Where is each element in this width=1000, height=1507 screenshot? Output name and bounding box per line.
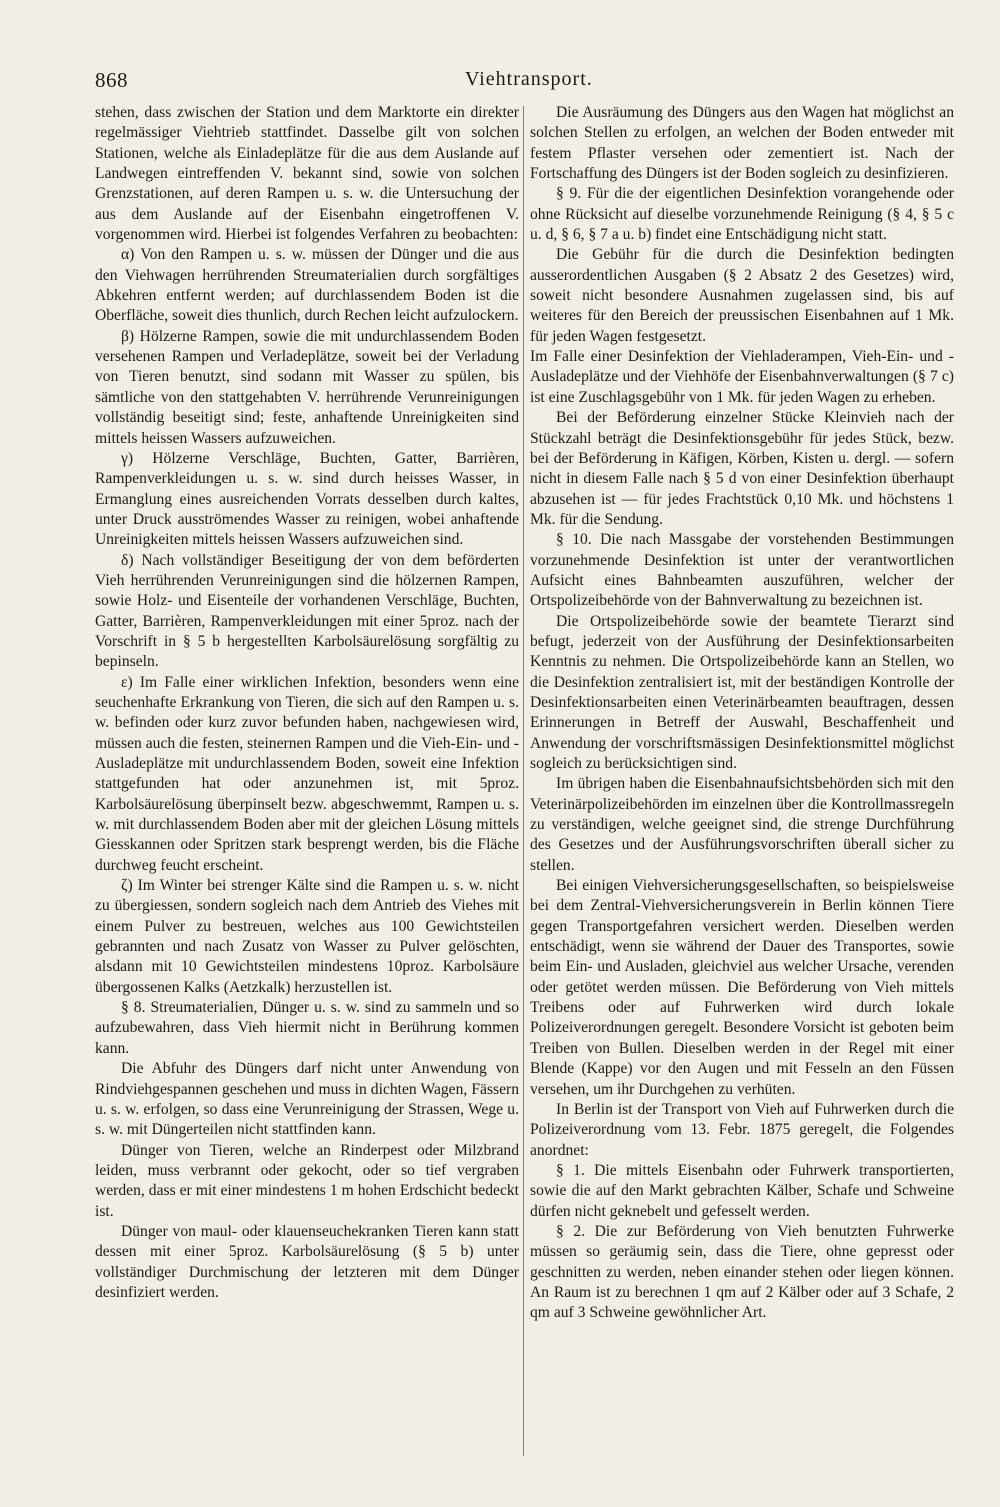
paragraph: Die Abfuhr des Düngers darf nicht unter Anwendung von Rindviehgespannen geschehen und muss in dichten Wagen, Fässern u. s. w. erfolgen, so dass eine Verunreinigung der Strassen, Wege u. s. w. mit Düngerteilen nicht stattfinden kann. [95,1060,519,1139]
paragraph: Dünger von Tieren, welche an Rinderpest oder Milzbrand leiden, muss verbrannt oder gekocht, oder so tief vergraben werden, dass er mit einer mindestens 1 m hohen Erdschicht bedeckt ist. [95,1141,519,1220]
paragraph: § 8. Streumaterialien, Dünger u. s. w. sind zu sammeln und so aufzubewahren, dass Vieh hiermit nicht in Berührung kommen kann. [95,999,519,1057]
paragraph: § 1. Die mittels Eisenbahn oder Fuhrwerk transportierten, sowie die auf den Markt gebrachten Kälber, Schafe und Schweine dürfen nicht geknebelt und gefesselt werden. [530,1161,954,1220]
column-divider [523,106,524,1456]
paragraph: Im Falle einer Desinfektion der Viehladerampen, Vieh-Ein- und -Ausladeplätze und der Viehhöfe der Eisenbahnverwaltungen (§ 7 c) ist eine Zuschlagsgebühr von 1 Mk. für jeden Wagen zu erheben. [530,348,954,406]
paragraph: § 9. Für die der eigentlichen Desinfektion vorangehende oder ohne Rücksicht auf dieselbe vorzunehmende Reinigung (§ 4, § 5 c u. d, § 6, § 7 a u. b) findet eine Entschädigung nicht statt. [530,185,954,244]
paragraph: § 10. Die nach Massgabe der vorstehenden Bestimmungen vorzunehmende Desinfektion ist unter der verantwortlichen Aufsicht eines Bahnbeamten auszuführen, welcher der Ortspolizeibehörde von der Bahnverwaltung zu bezeichnen ist. [530,531,954,610]
paragraph: α) Von den Rampen u. s. w. müssen der Dünger und die aus den Viehwagen herrührenden Streumaterialien durch sorgfältiges Abkehren entfernt werden; auf durchlassendem Boden ist die Oberfläche, soweit dies thunlich, durch Rechen leicht aufzulockern. [95,246,519,325]
paragraph: Die Ortspolizeibehörde sowie der beamtete Tierarzt sind befugt, jederzeit von der Ausführung der Desinfektionsarbeiten Kenntnis zu nehmen. Die Ortspolizeibehörde kann an Stellen, wo die Desinfektion zentralisiert ist, mit der beständigen Kontrolle der Desinfektionsarbeiten einen Veterinärbeamten beauftragen, dessen Erinnerungen in Betreff der Auswahl, Beschaffenheit und Anwendung der vorschriftsmässigen Desinfektionsmittel möglichst sogleich zu berücksichtigen sind. [530,612,954,772]
paragraph: Bei der Beförderung einzelner Stücke Kleinvieh nach der Stückzahl beträgt die Desinfektionsgebühr für jedes Stück, bezw. bei der Beförderung in Käfigen, Körben, Kisten u. dergl. — sofern nicht in diesem Falle nach § 5 d von einer Desinfektion überhaupt abzusehen ist — für jedes Frachtstück 0,10 Mk. und höchstens 1 Mk. für die Sendung. [530,409,954,528]
paragraph: stehen, dass zwischen der Station und dem Marktorte ein direkter regelmässiger Viehtrieb stattfindet. Dasselbe gilt von solchen Stationen, welche als Einladeplätze für die aus dem Auslande auf Landwegen eintreffenden V. bekannt sind, sowie von solchen Grenzstationen, auf deren Rampen u. s. w. die Untersuchung der aus dem Auslande auf der Eisenbahn eingetroffenen V. vorgenommen wird. Hierbei ist folgendes Verfahren zu beobachten: [95,104,519,244]
paragraph: ζ) Im Winter bei strenger Kälte sind die Rampen u. s. w. nicht zu übergiessen, sondern sogleich nach dem Antrieb des Viehes mit einem Pulver zu bestreuen, welches aus 100 Gewichtsteilen gebrannten und nach Zusatz von Wasser zu Pulver gelöschten, alsdann mit 10 Gewichtsteilen mindestens 10proz. Karbolsäure übergossenen Kalks (Aetzkalk) herzustellen ist. [95,877,519,996]
paragraph: δ) Nach vollständiger Beseitigung der von dem beförderten Vieh herrührenden Verunreinigungen sind die hölzernen Rampen, sowie Holz- und Eisenteile der vorhandenen Verschläge, Buchten, Gatter, Barrièren, Rampenverkleidungen mit einer 5proz. nach der Vorschrift in § 5 b hergestellten Karbolsäurelösung sorgfältig zu bepinseln. [95,551,519,671]
paragraph: ε) Im Falle einer wirklichen Infektion, besonders wenn eine seuchenhafte Erkrankung von Tieren, die sich auf den Rampen u. s. w. befinden oder kurz zuvor befunden haben, nachgewiesen wird, müssen auch die festen, steinernen Rampen und die Vieh-Ein- und -Ausladeplätze mit undurchlassendem Boden, soweit eine Infektion stattgefunden hat oder anzunehmen ist, mit 5proz. Karbolsäurelösung überpinselt bezw. abgeschwemmt, Rampen u. s. w. mit durchlassendem Boden aber mit der gleichen Lösung mittels Giesskannen oder Spritzen stark besprengt werden, bis die Fläche durchweg feucht erscheint. [95,673,519,874]
paragraph: Bei einigen Viehversicherungsgesellschaften, so beispielsweise bei dem Zentral-Viehversicherungsverein in Berlin können Tiere gegen Transportgefahren versichert werden. Dieselben werden entschädigt, wenn sie während der Dauer des Transportes, sowie beim Ein- und Ausladen, gleichviel aus welcher Ursache, verenden oder getötet werden müssen. Die Beförderung von Vieh mittels Treibens oder auf Fuhrwerken wird durch lokale Polizeiverordnungen geregelt. Besondere Vorsicht ist geboten beim Treiben von Bullen. Dieselben werden in der Regel mit einer Blende (Kappe) vor den Augen und mit Fesseln an den Füssen versehen, um ihr Durchgehen zu verhüten. [530,877,954,1098]
paragraph: Im übrigen haben die Eisenbahnaufsichtsbehörden sich mit den Veterinärpolizeibehörden im einzelnen über die Kontrollmassregeln zu verständigen, welche geeignet sind, die strenge Durchführung des Gesetzes und der Ausführungsvorschriften überall sicher zu stellen. [530,775,954,874]
right-column [530,103,954,1324]
running-title: Viehtransport. [465,68,593,90]
left-column [95,103,519,1303]
paragraph: In Berlin ist der Transport von Vieh auf Fuhrwerken durch die Polizeiverordnung vom 13. Febr. 1875 geregelt, die Folgendes anordnet: [530,1100,954,1159]
paragraph: Die Gebühr für die durch die Desinfektion bedingten ausserordentlichen Ausgaben (§ 2 Absatz 2 des Gesetzes) wird, soweit nicht besondere Ausnahmen zugelassen sind, bis auf weiteres für den Bereich der preussischen Eisenbahnen auf 1 Mk. für jeden Wagen festgesetzt. [530,246,954,345]
paragraph: γ) Hölzerne Verschläge, Buchten, Gatter, Barrièren, Rampenverkleidungen u. s. w. sind durch heisses Wasser, in Ermanglung eines ausreichenden Vorrats desselben durch kaltes, unter Druck ausströmendes Wasser zu reinigen, wobei anhaftende Unreinigkeiten mittels heissen Wassers aufzuweichen sind. [95,449,519,549]
paragraph: β) Hölzerne Rampen, sowie die mit undurchlassendem Boden versehenen Rampen und Verladeplätze, soweit bei der Verladung von Tieren benutzt, sind sodann mit Wasser zu spülen, bis sämtliche von den stattgehabten V. herrührende Verunreinigungen vollständig beseitigt sind; feste, anhaftende Unreinigkeiten sind mittels heissen Wassers aufzuweichen. [95,327,519,447]
paragraph: Dünger von maul- oder klauenseuchekranken Tieren kann statt dessen mit einer 5proz. Karbolsäurelösung (§ 5 b) unter vollständiger Durchmischung der letzteren mit dem Dünger desinfiziert werden. [95,1222,519,1301]
page-header [95,68,905,98]
paragraph: Die Ausräumung des Düngers aus den Wagen hat möglichst an solchen Stellen zu erfolgen, an welchen der Boden entweder mit festem Pflaster versehen oder zementiert ist. Nach der Fortschaffung des Düngers ist der Boden sogleich zu desinfizieren. [530,104,954,183]
page-number: 868 [95,68,128,92]
paragraph: § 2. Die zur Beförderung von Vieh benutzten Fuhrwerke müssen so geräumig sein, dass die Tiere, ohne gepresst oder geschnitten zu werden, neben einander stehen oder liegen können. An Raum ist zu berechnen 1 qm auf 2 Kälber oder auf 3 Schafe, 2 qm auf 3 Schweine gewöhnlicher Art. [530,1222,954,1322]
